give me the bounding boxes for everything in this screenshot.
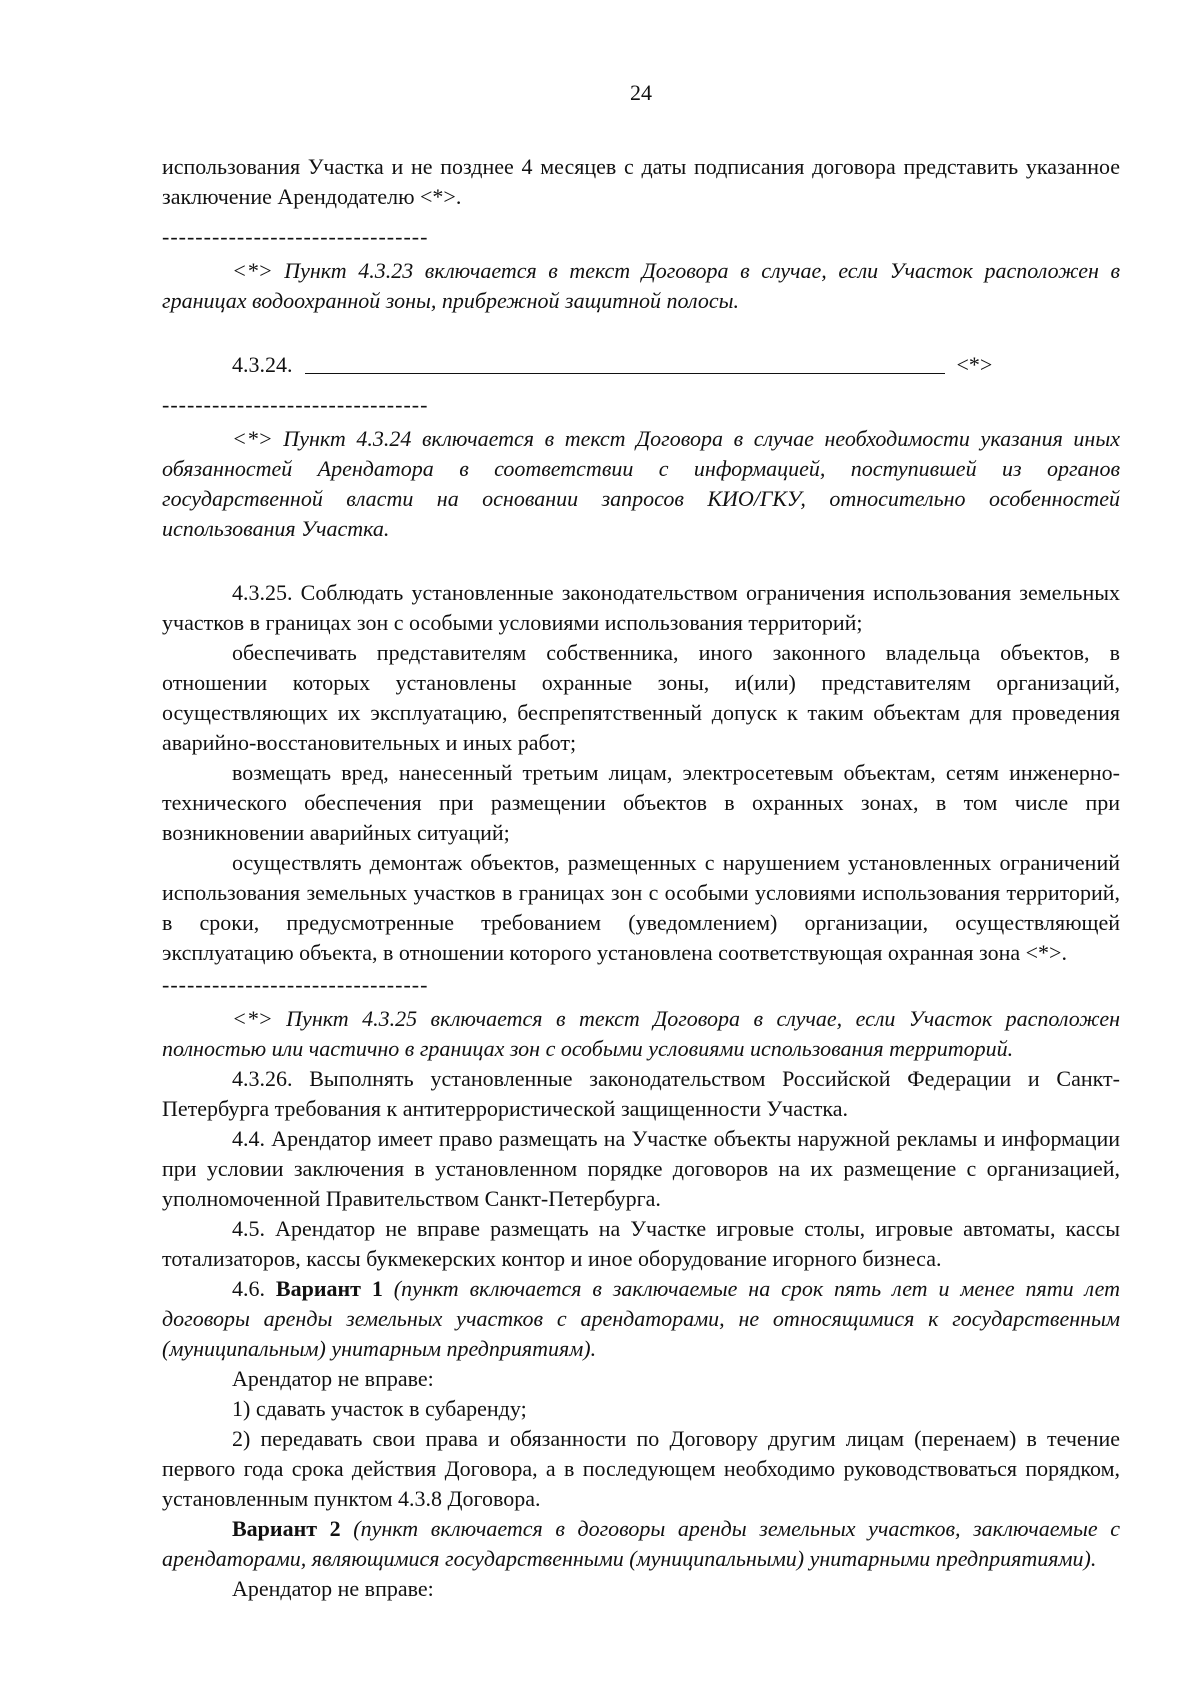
variant-2-label: Вариант 2 [232, 1516, 341, 1541]
variant-1-label: Вариант 1 [275, 1276, 383, 1301]
item-4-3-24-number: 4.3.24. [232, 352, 293, 377]
footnote-4-3-25: <*> Пункт 4.3.25 включается в текст Договора в случае, если Участок расположен полностью или частично в границах зон с особыми условиями использования территорий. [162, 1006, 1120, 1061]
blank-fill-line[interactable] [305, 351, 945, 374]
paragraph-not-entitled-2: Арендатор не вправе: [232, 1576, 434, 1601]
paragraph-4-3-25: 4.3.25. Соблюдать установленные законодательством ограничения использования земельных участков в границах зон с особыми условиями использования территорий; [162, 580, 1120, 635]
paragraph-4-3-26: 4.3.26. Выполнять установленные законодательством Российской Федерации и Санкт-Петербурга требования к антитеррористической защищенности Участка. [162, 1066, 1120, 1121]
footnote-4-3-24: <*> Пункт 4.3.24 включается в текст Договора в случае необходимости указания иных обязанностей Арендатора в соответствии с информацией, поступившей из органов государственной власти на основании запросов КИО/ГКУ, относительно особенностей использования Участка. [162, 426, 1120, 541]
paragraph-4-4: 4.4. Арендатор имеет право размещать на Участке объекты наружной рекламы и информации при условии заключения в установленном порядке договоров на их размещение с организацией, уполномоченной Правительством Санкт-Петербурга. [162, 1126, 1120, 1211]
list-item-1: 1) сдавать участок в субаренду; [232, 1396, 527, 1421]
footnote-4-3-23: <*> Пункт 4.3.23 включается в текст Договора в случае, если Участок расположен в границах водоохранной зоны, прибрежной защитной полосы. [162, 258, 1120, 313]
variant-2-note: (пункт включается в договоры аренды земельных участков, заключаемые с арендаторами, являющимися государственными (муниципальными) унитарными предприятиями). [162, 1516, 1120, 1571]
footnote-separator: -------------------------------- [162, 224, 429, 249]
paragraph-4-6 [162, 1274, 1120, 1364]
paragraph-4-6-number: 4.6. [232, 1276, 265, 1301]
paragraph-variant-2 [162, 1514, 1120, 1574]
paragraph-4-5: 4.5. Арендатор не вправе размещать на Участке игровые столы, игровые автоматы, кассы тотализаторов, кассы букмекерских контор и иное оборудование игорного бизнеса. [162, 1216, 1120, 1271]
item-4-3-24 [162, 350, 1120, 380]
page-number: 24 [630, 80, 652, 105]
variant-1-note: (пункт включается в заключаемые на срок пять лет и менее пяти лет договоры аренды земельных участков с арендаторами, не относящимися к государственным (муниципальным) унитарным предприятиям). [162, 1276, 1121, 1361]
footnote-separator: -------------------------------- [162, 392, 429, 417]
list-item-2: 2) передавать свои права и обязанности по Договору другим лицам (перенаем) в течение первого года срока действия Договора, а в последующем необходимо руководствоваться порядком, установленным пунктом 4.3.8 Договора. [162, 1426, 1120, 1511]
paragraph-compensate-damage: возмещать вред, нанесенный третьим лицам, электросетевым объектам, сетям инженерно-технического обеспечения при размещении объектов в охранных зонах, в том числе при возникновении аварийных ситуаций; [162, 760, 1120, 845]
footnote-separator: -------------------------------- [162, 972, 429, 997]
paragraph-continuation: использования Участка и не позднее 4 месяцев с даты подписания договора представить указанное заключение Арендодателю <*>. [162, 154, 1120, 209]
paragraph-provide-access: обеспечивать представителям собственника, иного законного владельца объектов, в отношении которых установлены охранные зоны, и(или) представителям организаций, осуществляющих их эксплуатацию, беспрепятственный допуск к таким объектам для проведения аварийно-восстановительных и иных работ; [162, 640, 1120, 755]
paragraph-not-entitled: Арендатор не вправе: [232, 1366, 434, 1391]
paragraph-dismantle: осуществлять демонтаж объектов, размещенных с нарушением установленных ограничений использования земельных участков в границах зон с особыми условиями использования территорий, в сроки, предусмотренные требованием (уведомлением) организации, осуществляющей эксплуатацию объекта, в отношении которого установлена соответствующая охранная зона <*>. [162, 850, 1120, 965]
item-4-3-24-mark: <*> [956, 352, 993, 377]
